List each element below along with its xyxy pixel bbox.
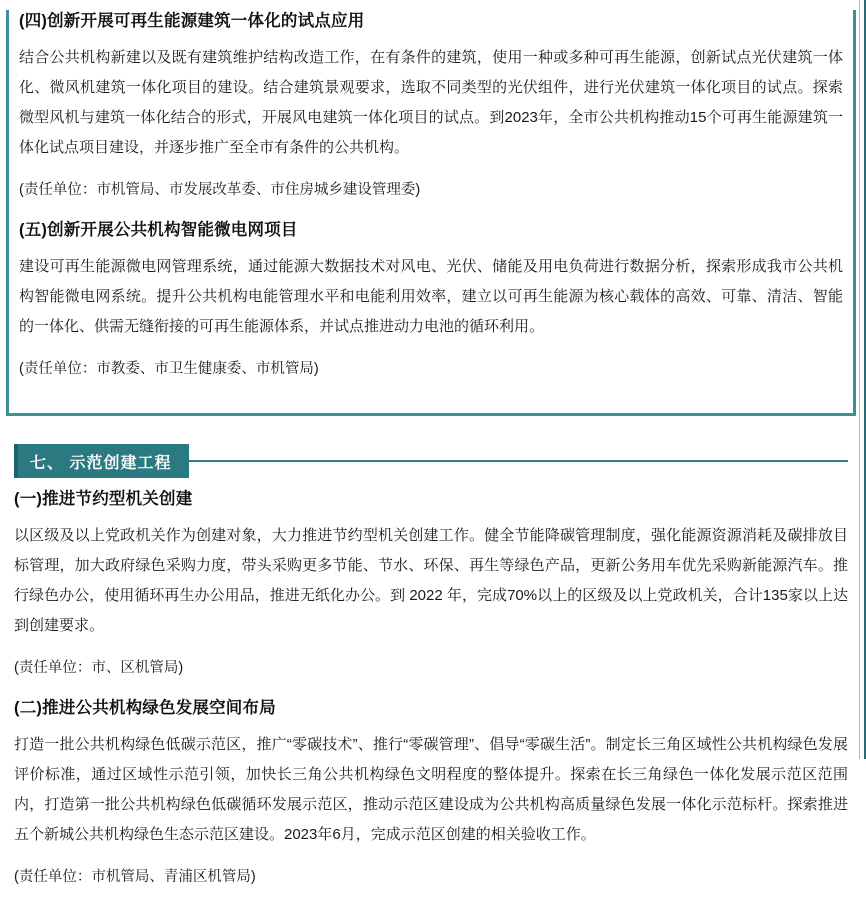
section-heading-4: (四)创新开展可再生能源建筑一体化的试点应用 <box>19 12 365 30</box>
page-right-inner-border <box>859 0 860 759</box>
chapter7-section-responsible-2: (责任单位：市机管局、青浦区机管局) <box>14 869 256 886</box>
section-body-5: 建设可再生能源微电网管理系统，通过能源大数据技术对风电、光伏、储能及用电负荷进行数据分析，探索形成我市公共机构智能微电网系统。提升公共机构电能管理水平和电能利用效率，建立以可再生能源为核心载体的高效、可靠、清洁、智能的一体化、供需无缝衔接的可再生能源体系，并试点推进动力电池的循环利用。 <box>19 257 843 335</box>
chapter7-section-heading-2: (二)推进公共机构绿色发展空间布局 <box>14 698 276 717</box>
renewable-energy-panel <box>6 10 856 416</box>
chapter-label: 七、 示范创建工程 <box>30 454 172 472</box>
chapter7-section-responsible-1: (责任单位：市、区机管局) <box>14 660 184 677</box>
section-responsible-4: (责任单位：市机管局、市发展改革委、市住房城乡建设管理委) <box>19 182 421 199</box>
chapter7-section-heading-1: (一)推进节约型机关创建 <box>14 490 193 509</box>
chapter7-section-body-2: 打造一批公共机构绿色低碳示范区，推广“零碳技术”、推行“零碳管理”、倡导“零碳生活”。制定长三角区域性公共机构绿色发展评价标准，通过区域性示范引领，加快长三角公共机构绿色文明程度的整体提升。探索在长三角绿色一体化发展示范区范围内，打造第一批公共机构绿色低碳循环发展示范区，推动示范区建设成为公共机构高质量绿色发展一体化示范标杆。探索推进五个新城公共机构绿色生态示范区建设。2023年6月，完成示范区创建的相关验收工作。 <box>14 736 848 844</box>
section-body-4: 结合公共机构新建以及既有建筑维护结构改造工作，在有条件的建筑，使用一种或多种可再生能源，创新试点光伏建筑一体化、微风机建筑一体化项目的建设。结合建筑景观要求，选取不同类型的光伏组件，进行光伏建筑一体化项目的试点。探索微型风机与建筑一体化结合的形式，开展风电建筑一体化项目的试点。到2023年，全市公共机构推动15个可再生能源建筑一体化试点项目建设，并逐步推广至全市有条件的公共机构。 <box>19 49 843 157</box>
section-responsible-5: (责任单位：市教委、市卫生健康委、市机管局) <box>19 360 319 377</box>
chapter-tag-notch <box>14 444 18 478</box>
chapter-banner <box>0 444 866 478</box>
chapter-tag <box>14 444 189 478</box>
section-heading-5: (五)创新开展公共机构智能微电网项目 <box>19 220 298 239</box>
chapter-content <box>0 488 866 891</box>
chapter7-section-body-1: 以区级及以上党政机关作为创建对象，大力推进节约型机关创建工作。健全节能降碳管理制度，强化能源资源消耗及碳排放目标管理，加大政府绿色采购力度，带头采购更多节能、节水、环保、再生等绿色产品，更新公务用车优先采购新能源汽车。推行绿色办公，使用循环再生办公用品，推进无纸化办公。到 2022 年，完成70%以上的区级及以上党政机关，合计135家以上达到创建要求。 <box>14 527 848 635</box>
